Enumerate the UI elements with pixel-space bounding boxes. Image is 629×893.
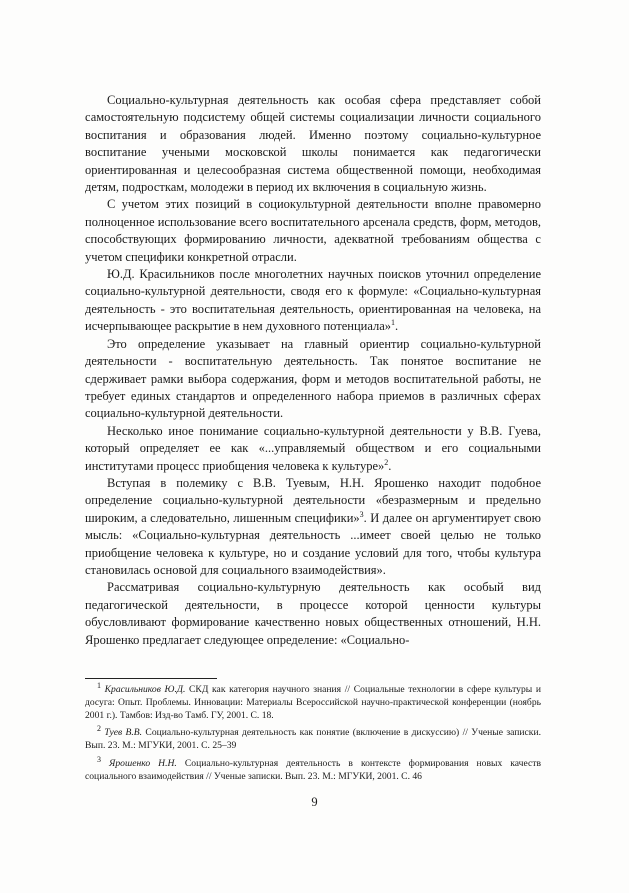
footnote-3 [85, 754, 541, 784]
paragraph-4: Это определение указывает на главный ориентир социально-культурной деятельности - воспитательную деятельность. Так понятое воспитание не сдерживает рамки выбора содержания, форм и методов воспитательной работы, не требует единых стандартов и определенного набора приемов в различных сферах социально-культурной деятельности. [85, 336, 541, 421]
footnote-number-1: 1 [97, 680, 101, 690]
paragraph-7: Рассматривая социально-культурную деятельность как особый вид педагогической деятельности, в процессе которой ценности культуры обусловливают формирование качественно новых общественных отношений, Н.Н. Ярошенко предлагает следующее определение: «Социально- [85, 580, 541, 647]
footnote-ref-3: 3 [359, 509, 364, 519]
paragraph-3-text: Ю.Д. Красильников после многолетних научных поисков уточнил определение социально-культурной деятельности, сводя его к формуле: «Социально-культурная деятельность - это воспитательная деятельность, ориентированная на человека, на исчерпывающее раскрытие в нем духовного потенциала» [85, 267, 541, 334]
paragraph-6-text-b: . И далее он аргументирует свою мысль: «Социально-культурная деятельность ...имеет своей целью не только приобщение человека к культуре, но и создание условий для того, чтобы культура становилась основой для социального взаимодействия». [85, 510, 542, 577]
paragraph-3-end: . [395, 319, 399, 334]
footnote-text-1: СКД как категория научного знания // Социальные технологии в сфере культуры и досуга: Опыт. Проблемы. Инновации: Материалы Всероссийской научно-практической конференции (ноябрь 2001 г.). Тамбов: Изд-во Тамб. ГУ, 2001. С. 18. [85, 684, 541, 721]
footnote-ref-1: 1 [391, 318, 396, 328]
paragraph-5-end: . [388, 458, 392, 473]
footnotes [85, 680, 542, 789]
footnote-ref-2: 2 [384, 457, 389, 467]
footnote-text-3: Социально-культурная деятельность в контексте формирования новых качеств социального взаимодействия // Ученые записки. Вып. 23. М.: МГУКИ, 2001. С. 46 [85, 757, 541, 782]
paragraph-6-text-a: Вступая в полемику с В.В. Туевым, Н.Н. Ярошенко находит подобное определение социально-культурной деятельности «безразмерным и предельно широким, а следовательно, лишенным специфики» [85, 475, 541, 525]
footnote-author-2: Туев В.В. [104, 727, 143, 739]
footnote-author-3: Ярошенко Н.Н. [109, 757, 177, 769]
footnote-number-3: 3 [97, 754, 101, 764]
footnote-text-2: Социально-культурная деятельность как понятие (включение в дискуссию) // Ученые записки. Вып. 23. М.: МГУКИ, 2001. С. 25–39 [85, 727, 542, 752]
paragraph-3 [85, 266, 541, 336]
footnote-2 [85, 724, 542, 753]
paragraph-1: Социально-культурная деятельность как особая сфера представляет собой самостоятельную подсистему общей системы социализации личности социального воспитания и образования людей. Именно поэтому социально-культурное воспитание учеными московской школы понимается как педагогически ориентированная и целесообразная система общественной помощи, необходимая детям, подросткам, молодежи в период их включения в социальную жизнь. [85, 93, 541, 195]
footnote-number-2: 2 [97, 724, 101, 734]
page-number: 9 [311, 795, 318, 809]
paragraph-5-text: Несколько иное понимание социально-культурной деятельности у В.В. Гуева, который определяет ее как «...управляемый обществом и его социальными институтами процесс приобщения человека к культуре» [85, 423, 541, 473]
paragraph-6 [85, 475, 541, 579]
paragraph-2: С учетом этих позиций в социокультурной деятельности вполне правомерно полноценное использование всего воспитательного арсенала средств, форм, методов, способствующих формированию личности, адекватной требованиям общества с учетом специфики конкретной отрасли. [85, 197, 541, 264]
paragraph-5 [85, 423, 541, 475]
main-text [85, 92, 541, 649]
footnote-1 [85, 680, 541, 722]
footnote-author-1: Красильников Ю.Д. [104, 684, 186, 695]
footnote-divider [85, 678, 217, 679]
